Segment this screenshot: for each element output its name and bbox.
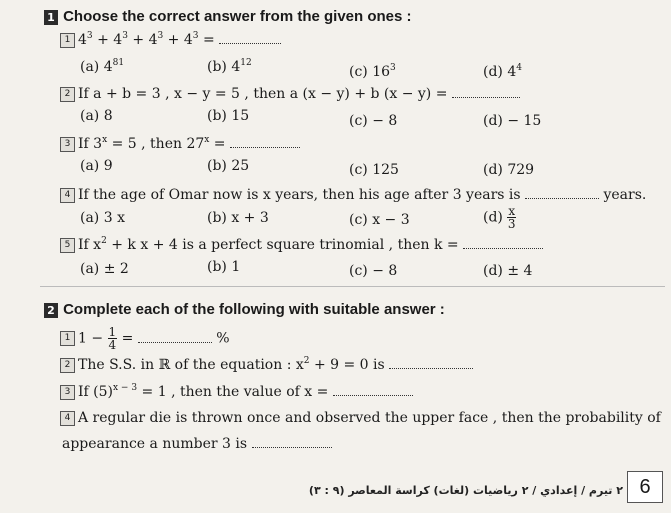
q1-4-text: 4 If the age of Omar now is x years, then his age after 3 years is years. [60, 187, 646, 203]
q1-4-option-c[interactable]: (c) x − 3 [349, 212, 410, 228]
q1-5-option-a[interactable]: (a) ± 2 [80, 261, 129, 277]
q1-5-option-b[interactable]: (b) 1 [207, 259, 241, 275]
q2-4-text: 4 A regular die is thrown once and observed the upper face , then the probability of [60, 410, 661, 426]
answer-blank[interactable] [452, 87, 520, 98]
q2-3-number: 3 [60, 385, 75, 400]
q1-5-option-d[interactable]: (d) ± 4 [483, 263, 533, 279]
q2-2-text: 2 The S.S. in ℝ of the equation : $x^2 + 9 = 0$ is [60, 356, 473, 373]
q1-2-option-a[interactable]: (a) 8 [80, 108, 113, 124]
fraction: $\frac{x}{3}$ [507, 204, 516, 231]
q1-2-option-d[interactable]: (d) − 15 [483, 113, 542, 129]
answer-blank[interactable] [333, 385, 413, 396]
q1-3-option-b[interactable]: (b) 25 [207, 158, 250, 174]
answer-blank[interactable] [230, 137, 300, 148]
q1-5-text: 5 If $x^2 + k$ x + 4 is a perfect square trinomial , then k = [60, 236, 543, 253]
q1-3-number: 3 [60, 137, 75, 152]
q1-3-option-d[interactable]: (d) 729 [483, 162, 535, 178]
q1-4-number: 4 [60, 188, 75, 203]
q1-1-option-a[interactable]: (a) $4^{81}$ [80, 58, 125, 75]
section-1-title: Choose the correct answer from the given ones : [63, 8, 412, 25]
q2-1-text: 1 1 − $\frac{1}{4}$ = % [60, 326, 230, 351]
q1-3-option-a[interactable]: (a) 9 [80, 158, 113, 174]
section-divider [40, 286, 665, 287]
fraction: $\frac{1}{4}$ [108, 325, 117, 352]
answer-blank[interactable] [252, 437, 332, 448]
answer-blank[interactable] [138, 332, 212, 343]
q1-2-text: 2 If a + b = 3 , x − y = 5 , then a (x − y) + b (x − y) = [60, 86, 520, 102]
q1-1-number: 1 [60, 33, 75, 48]
q1-1-option-c[interactable]: (c) $16^3$ [349, 63, 396, 80]
q1-5-number: 5 [60, 238, 75, 253]
q1-5-option-c[interactable]: (c) − 8 [349, 263, 398, 279]
answer-blank[interactable] [463, 238, 543, 249]
answer-blank[interactable] [389, 358, 473, 369]
q2-4-text-line2: appearance a number 3 is [62, 436, 332, 452]
q1-4-option-a[interactable]: (a) 3 x [80, 210, 125, 226]
q1-2-option-b[interactable]: (b) 15 [207, 108, 250, 124]
q2-3-text: 3 If $(5)^{x - 3} = 1$ , then the value of x = [60, 383, 413, 400]
q2-2-number: 2 [60, 358, 75, 373]
answer-blank[interactable] [219, 33, 281, 44]
section-2-badge: 2 [44, 303, 58, 318]
section-2-header [44, 299, 445, 318]
q1-1-option-d[interactable]: (d) $4^4$ [483, 63, 522, 80]
q1-2-option-c[interactable]: (c) − 8 [349, 113, 398, 129]
footer-book-title: (٩ : ٣) ٢ تيرم / إعدادي / ٢ رياضيات (لغات) كراسة المعاصر [308, 484, 623, 497]
q1-3-option-c[interactable]: (c) 125 [349, 162, 399, 178]
answer-blank[interactable] [525, 188, 599, 199]
q2-1-number: 1 [60, 331, 75, 346]
q1-3-text: 3 If $3^x = 5$ , then $27^x$ = [60, 135, 300, 152]
q1-1-option-b[interactable]: (b) $4^{12}$ [207, 58, 252, 75]
q2-4-number: 4 [60, 411, 75, 426]
q1-1-text: 1 $4^3 + 4^3 + 4^3 + 4^3$ = [60, 31, 281, 48]
q1-4-option-b[interactable]: (b) x + 3 [207, 210, 269, 226]
page-number: 6 [627, 471, 663, 503]
section-1-badge: 1 [44, 10, 58, 25]
section-2-title: Complete each of the following with suitable answer : [63, 301, 445, 318]
section-1-header [44, 6, 412, 25]
q1-4-option-d[interactable]: (d) $\frac{x}{3}$ [483, 204, 516, 231]
q1-2-number: 2 [60, 87, 75, 102]
